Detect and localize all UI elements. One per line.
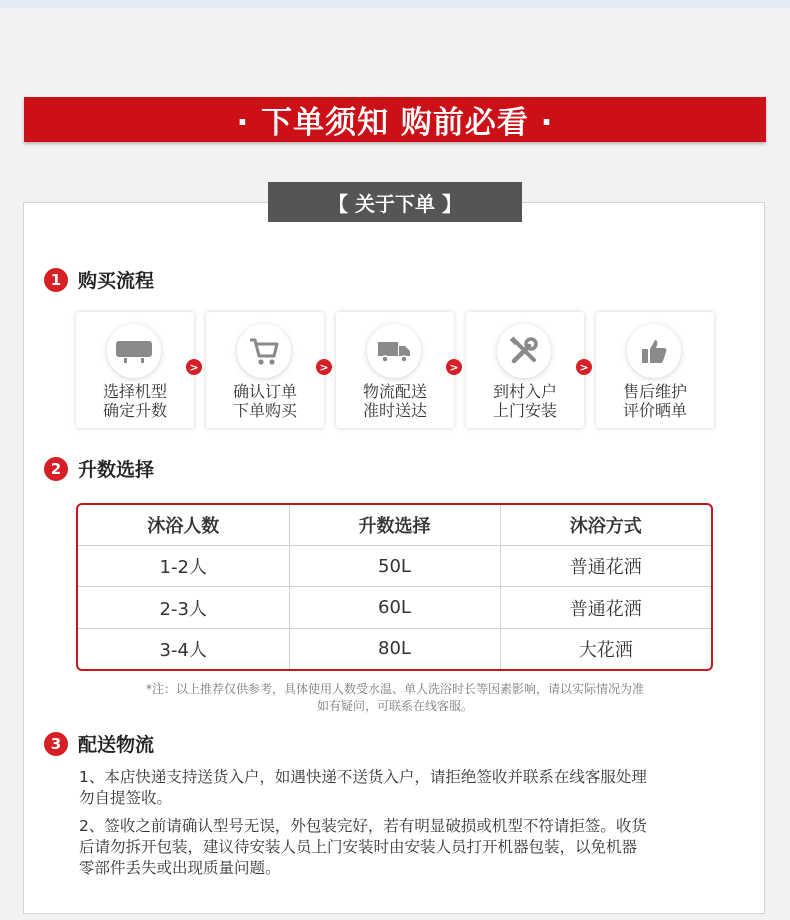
truck-icon: [367, 324, 421, 378]
step-text: [76, 382, 194, 420]
step-line1: 售后维护: [622, 382, 687, 401]
tools-icon: [497, 324, 551, 378]
table-row: [78, 587, 711, 628]
thumbs-up-icon: [627, 324, 681, 378]
cart-icon: [237, 324, 291, 378]
paragraph-line: 零部件丢失或出现质量问题。: [79, 859, 281, 877]
step-line2: 确定升数: [102, 401, 167, 420]
table-row: [78, 628, 711, 669]
arrow-glyph: >: [449, 360, 459, 374]
table-header: 沐浴人数: [78, 505, 289, 546]
arrow-right-icon: [576, 359, 592, 375]
table-cell: 1-2人: [78, 546, 289, 587]
section-title-purchase-flow: [44, 266, 154, 293]
section-title-text: 购买流程: [78, 270, 155, 292]
capacity-note: [80, 681, 710, 715]
step-text: [466, 382, 584, 420]
table-cell: 80L: [289, 628, 500, 669]
step-card-choose-model: [76, 312, 194, 428]
section-title-capacity: [44, 455, 154, 482]
table-header: 升数选择: [289, 505, 500, 546]
note-line: 如有疑问，可联系在线客服。: [316, 699, 473, 713]
table-cell: 60L: [289, 587, 500, 628]
section-title-logistics: [44, 730, 154, 757]
step-line1: 物流配送: [362, 382, 427, 401]
section-title-text: 配送物流: [78, 734, 155, 756]
paragraph-line: 1、本店快递支持送货入户，如遇快递不送货入户，请拒绝签收并联系在线客服处理: [79, 768, 647, 786]
logistics-paragraph-2: [79, 816, 679, 879]
table-cell: 3-4人: [78, 628, 289, 669]
table-cell: 2-3人: [78, 587, 289, 628]
capacity-table: [76, 503, 713, 671]
arrow-glyph: >: [319, 360, 329, 374]
table-cell: 普通花洒: [500, 587, 711, 628]
step-line2: 评价晒单: [622, 401, 687, 420]
table-cell: 普通花洒: [500, 546, 711, 587]
table-row: [78, 546, 711, 587]
step-text: [336, 382, 454, 420]
paragraph-line: 后请勿拆开包装，建议待安装人员上门安装时由安装人员打开机器包装，以免机器: [79, 838, 638, 856]
table-cell: 大花洒: [578, 639, 633, 661]
tab-label: 【 关于下单 】: [328, 191, 462, 216]
step-card-installation: [466, 312, 584, 428]
step-line2: 准时送达: [362, 401, 427, 420]
section-number-badge: 3: [44, 732, 68, 756]
step-line2: 下单购买: [232, 401, 297, 420]
section-label-tab: [268, 182, 522, 222]
banner-title: · 下单须知 购前必看 ·: [236, 105, 554, 141]
top-band: [0, 0, 790, 8]
water-heater-icon: [107, 324, 161, 378]
table-header-row: [78, 505, 711, 546]
step-text: [206, 382, 324, 420]
page-banner: [24, 97, 766, 142]
section-title-text: 升数选择: [78, 459, 155, 481]
step-text: [596, 382, 714, 420]
step-card-confirm-order: [206, 312, 324, 428]
arrow-right-icon: [316, 359, 332, 375]
step-line1: 选择机型: [102, 382, 167, 401]
logistics-paragraph-1: [79, 767, 679, 809]
step-line1: 确认订单: [232, 382, 297, 401]
section-number-badge: 2: [44, 457, 68, 481]
paragraph-line: 2、签收之前请确认型号无误，外包装完好，若有明显破损或机型不符请拒签。收货: [79, 817, 647, 835]
step-line1: 到村入户: [492, 382, 557, 401]
paragraph-line: 勿自提签收。: [79, 789, 173, 807]
table-header: 沐浴方式: [500, 505, 711, 546]
arrow-right-icon: [186, 359, 202, 375]
arrow-glyph: >: [579, 360, 589, 374]
note-line: *注：以上推荐仅供参考，具体使用人数受水温、单人洗浴时长等因素影响，请以实际情况为准: [145, 682, 644, 696]
step-line2: 上门安装: [492, 401, 557, 420]
arrow-right-icon: [446, 359, 462, 375]
step-card-after-sales: [596, 312, 714, 428]
section-number-badge: 1: [44, 268, 68, 292]
step-card-delivery: [336, 312, 454, 428]
arrow-glyph: >: [189, 360, 199, 374]
table-cell: 50L: [289, 546, 500, 587]
